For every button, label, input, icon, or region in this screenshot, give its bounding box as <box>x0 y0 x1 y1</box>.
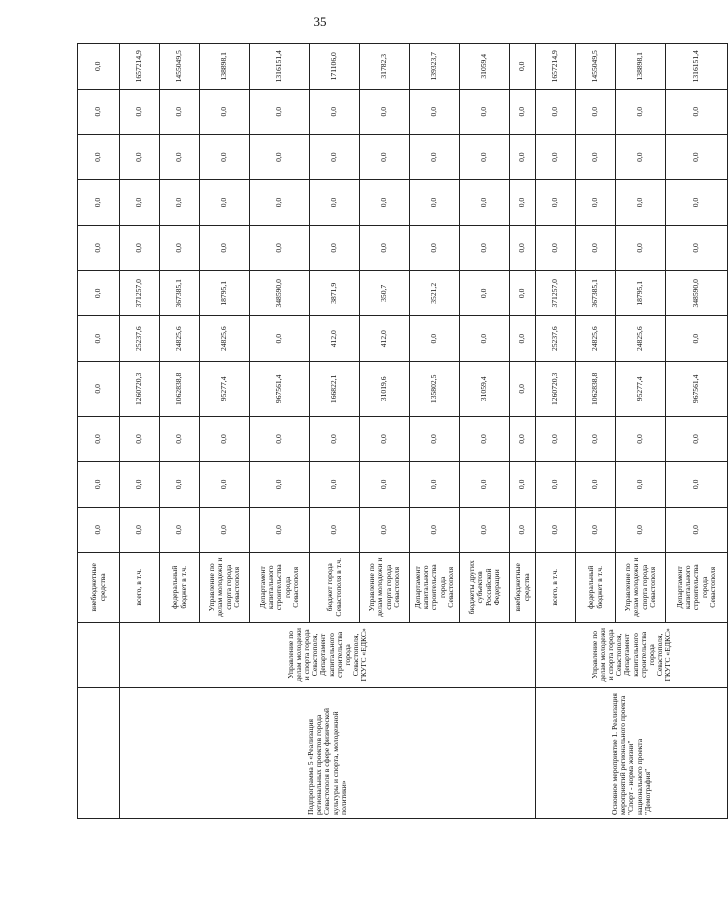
funding-source-cell: всего, в т.ч. <box>120 552 160 622</box>
value-cell: 0,0 <box>666 416 728 461</box>
table-row <box>536 44 576 819</box>
responsible-executor-cell: Управление по делам молодежи и спорта города Севастополя, Департамент капитального строительства города Севастополя, ГКУГС «ЕДКС» <box>536 622 728 687</box>
value-cell: 0,0 <box>510 89 536 134</box>
value-cell: 0,0 <box>78 180 120 225</box>
value-cell: 0,0 <box>460 89 510 134</box>
value-cell: 0,0 <box>360 462 410 507</box>
funding-source-cell: Управление по делам молодежи и спорта города Севастополя <box>360 552 410 622</box>
value-cell: 967561,4 <box>250 361 310 416</box>
value-cell: 0,0 <box>250 316 310 361</box>
funding-source-cell: бюджет города Севастополя в т.ч. <box>310 552 360 622</box>
value-cell: 31782,3 <box>360 44 410 90</box>
value-cell: 0,0 <box>510 316 536 361</box>
value-cell: 0,0 <box>200 134 250 179</box>
rotated-table-container <box>77 43 717 819</box>
value-cell: 0,0 <box>616 134 666 179</box>
value-cell: 0,0 <box>616 507 666 552</box>
value-cell: 0,0 <box>410 180 460 225</box>
value-cell: 171106,0 <box>310 44 360 90</box>
value-cell: 0,0 <box>120 180 160 225</box>
value-cell: 139323,7 <box>410 44 460 90</box>
value-cell: 0,0 <box>160 462 200 507</box>
value-cell: 24825,6 <box>200 316 250 361</box>
value-cell: 0,0 <box>460 180 510 225</box>
program-name-cell: Подпрограмма 5 «Реализация региональных проектов города Севастополя в сфере физической культуры и спорта, молодежной политики» <box>120 688 536 819</box>
table-row <box>120 44 160 819</box>
value-cell: 0,0 <box>510 507 536 552</box>
value-cell: 138898,1 <box>616 44 666 90</box>
value-cell: 0,0 <box>360 180 410 225</box>
value-cell: 0,0 <box>78 462 120 507</box>
value-cell: 0,0 <box>536 225 576 270</box>
value-cell: 0,0 <box>250 225 310 270</box>
value-cell: 0,0 <box>310 462 360 507</box>
value-cell: 0,0 <box>310 134 360 179</box>
value-cell: 0,0 <box>616 89 666 134</box>
value-cell: 0,0 <box>310 416 360 461</box>
value-cell: 0,0 <box>510 225 536 270</box>
value-cell: 367385,1 <box>160 271 200 316</box>
value-cell: 166822,1 <box>310 361 360 416</box>
value-cell: 1260720,3 <box>536 361 576 416</box>
value-cell: 0,0 <box>200 180 250 225</box>
value-cell: 0,0 <box>200 89 250 134</box>
name-cell-empty <box>78 688 120 819</box>
funding-source-cell: внебюджетные средства <box>510 552 536 622</box>
value-cell: 0,0 <box>510 462 536 507</box>
responsible-executor-cell: Управление по делам молодежи и спорта города Севастополя, Департамент капитального строительства города Севастополя, ГКУГС «ЕДКС» <box>120 622 536 687</box>
value-cell: 0,0 <box>576 180 616 225</box>
value-cell: 0,0 <box>460 507 510 552</box>
value-cell: 0,0 <box>510 44 536 90</box>
value-cell: 0,0 <box>510 361 536 416</box>
value-cell: 0,0 <box>576 462 616 507</box>
value-cell: 1062838,8 <box>160 361 200 416</box>
value-cell: 31019,6 <box>360 361 410 416</box>
value-cell: 0,0 <box>250 462 310 507</box>
value-cell: 0,0 <box>78 89 120 134</box>
funding-source-cell: всего, в т.ч. <box>536 552 576 622</box>
funding-source-cell: Управление по делам молодежи и спорта города Севастополя <box>616 552 666 622</box>
value-cell: 18795,1 <box>200 271 250 316</box>
value-cell: 0,0 <box>576 134 616 179</box>
value-cell: 0,0 <box>360 507 410 552</box>
value-cell: 0,0 <box>410 134 460 179</box>
table-body <box>78 44 728 819</box>
value-cell: 0,0 <box>200 507 250 552</box>
value-cell: 0,0 <box>460 416 510 461</box>
value-cell: 0,0 <box>310 225 360 270</box>
value-cell: 0,0 <box>460 134 510 179</box>
value-cell: 0,0 <box>160 89 200 134</box>
value-cell: 0,0 <box>460 271 510 316</box>
value-cell: 0,0 <box>360 416 410 461</box>
value-cell: 0,0 <box>360 225 410 270</box>
value-cell: 25237,6 <box>536 316 576 361</box>
value-cell: 0,0 <box>510 180 536 225</box>
value-cell: 412,0 <box>360 316 410 361</box>
value-cell: 0,0 <box>160 507 200 552</box>
value-cell: 31059,4 <box>460 361 510 416</box>
value-cell: 18795,1 <box>616 271 666 316</box>
value-cell: 0,0 <box>510 416 536 461</box>
value-cell: 0,0 <box>78 416 120 461</box>
value-cell: 350,7 <box>360 271 410 316</box>
value-cell: 0,0 <box>510 134 536 179</box>
value-cell: 24825,6 <box>616 316 666 361</box>
value-cell: 0,0 <box>310 180 360 225</box>
value-cell: 0,0 <box>536 134 576 179</box>
value-cell: 0,0 <box>460 225 510 270</box>
responsible-cell-empty <box>78 622 120 687</box>
value-cell: 95277,4 <box>616 361 666 416</box>
value-cell: 3521,2 <box>410 271 460 316</box>
funding-source-cell: Департамент капитального строительства города Севастополя <box>666 552 728 622</box>
value-cell: 0,0 <box>510 271 536 316</box>
value-cell: 1657214,9 <box>536 44 576 90</box>
value-cell: 371257,0 <box>120 271 160 316</box>
value-cell: 1260720,3 <box>120 361 160 416</box>
value-cell: 138898,1 <box>200 44 250 90</box>
value-cell: 0,0 <box>666 225 728 270</box>
funding-source-cell: Управление по делам молодежи и спорта города Севастополя <box>200 552 250 622</box>
value-cell: 0,0 <box>200 462 250 507</box>
value-cell: 0,0 <box>666 134 728 179</box>
funding-source-cell: Департамент капитального строительства города Севастополя <box>410 552 460 622</box>
value-cell: 0,0 <box>310 89 360 134</box>
value-cell: 0,0 <box>410 416 460 461</box>
value-cell: 967561,4 <box>666 361 728 416</box>
funding-source-cell: федеральный бюджет в т.ч. <box>160 552 200 622</box>
value-cell: 0,0 <box>78 225 120 270</box>
value-cell: 0,0 <box>250 89 310 134</box>
value-cell: 0,0 <box>78 134 120 179</box>
value-cell: 0,0 <box>120 507 160 552</box>
value-cell: 0,0 <box>410 316 460 361</box>
value-cell: 0,0 <box>360 134 410 179</box>
value-cell: 0,0 <box>576 225 616 270</box>
value-cell: 0,0 <box>576 507 616 552</box>
value-cell: 0,0 <box>78 361 120 416</box>
value-cell: 0,0 <box>576 416 616 461</box>
program-name-cell: Основное мероприятие 1. Реализация мероприятий регионального проекта "Спорт - норма жизни" национального проекта "Демография" <box>536 688 728 819</box>
value-cell: 0,0 <box>666 180 728 225</box>
value-cell: 0,0 <box>78 271 120 316</box>
value-cell: 1455049,5 <box>160 44 200 90</box>
value-cell: 0,0 <box>460 462 510 507</box>
value-cell: 135802,5 <box>410 361 460 416</box>
value-cell: 0,0 <box>536 507 576 552</box>
value-cell: 24825,6 <box>576 316 616 361</box>
value-cell: 0,0 <box>616 416 666 461</box>
value-cell: 0,0 <box>78 44 120 90</box>
value-cell: 0,0 <box>250 507 310 552</box>
value-cell: 0,0 <box>310 507 360 552</box>
value-cell: 0,0 <box>410 225 460 270</box>
value-cell: 0,0 <box>536 416 576 461</box>
value-cell: 0,0 <box>120 462 160 507</box>
value-cell: 0,0 <box>410 462 460 507</box>
value-cell: 0,0 <box>78 316 120 361</box>
value-cell: 0,0 <box>120 89 160 134</box>
value-cell: 0,0 <box>666 507 728 552</box>
value-cell: 95277,4 <box>200 361 250 416</box>
value-cell: 0,0 <box>160 225 200 270</box>
value-cell: 0,0 <box>200 416 250 461</box>
value-cell: 371257,0 <box>536 271 576 316</box>
value-cell: 0,0 <box>410 507 460 552</box>
value-cell: 1455049,5 <box>576 44 616 90</box>
value-cell: 0,0 <box>536 89 576 134</box>
table-landscape <box>77 43 717 819</box>
value-cell: 0,0 <box>160 180 200 225</box>
value-cell: 0,0 <box>120 416 160 461</box>
value-cell: 412,0 <box>310 316 360 361</box>
value-cell: 0,0 <box>616 225 666 270</box>
table-row-continuation <box>78 44 120 819</box>
value-cell: 0,0 <box>410 89 460 134</box>
value-cell: 24825,6 <box>160 316 200 361</box>
value-cell: 31059,4 <box>460 44 510 90</box>
value-cell: 0,0 <box>666 89 728 134</box>
value-cell: 25237,6 <box>120 316 160 361</box>
value-cell: 1316151,4 <box>250 44 310 90</box>
value-cell: 0,0 <box>536 180 576 225</box>
value-cell: 0,0 <box>616 462 666 507</box>
value-cell: 3871,9 <box>310 271 360 316</box>
funding-source-cell: Департамент капитального строительства города Севастополя <box>250 552 310 622</box>
value-cell: 348590,0 <box>250 271 310 316</box>
funding-source-cell: федеральный бюджет в т.ч. <box>576 552 616 622</box>
value-cell: 1316151,4 <box>666 44 728 90</box>
value-cell: 0,0 <box>250 416 310 461</box>
value-cell: 0,0 <box>460 316 510 361</box>
value-cell: 1062838,8 <box>576 361 616 416</box>
value-cell: 0,0 <box>666 316 728 361</box>
value-cell: 0,0 <box>536 462 576 507</box>
value-cell: 0,0 <box>120 134 160 179</box>
funding-source-cell: бюджеты других субъектов Российской Федерации <box>460 552 510 622</box>
budget-table <box>77 43 728 819</box>
value-cell: 0,0 <box>616 180 666 225</box>
value-cell: 1657214,9 <box>120 44 160 90</box>
value-cell: 0,0 <box>576 89 616 134</box>
value-cell: 367385,1 <box>576 271 616 316</box>
value-cell: 348590,0 <box>666 271 728 316</box>
value-cell: 0,0 <box>666 462 728 507</box>
value-cell: 0,0 <box>160 134 200 179</box>
value-cell: 0,0 <box>360 89 410 134</box>
value-cell: 0,0 <box>250 134 310 179</box>
funding-source-cell: внебюджетные средства <box>78 552 120 622</box>
value-cell: 0,0 <box>200 225 250 270</box>
page-number: 35 <box>313 14 327 29</box>
value-cell: 0,0 <box>120 225 160 270</box>
value-cell: 0,0 <box>78 507 120 552</box>
value-cell: 0,0 <box>250 180 310 225</box>
value-cell: 0,0 <box>160 416 200 461</box>
